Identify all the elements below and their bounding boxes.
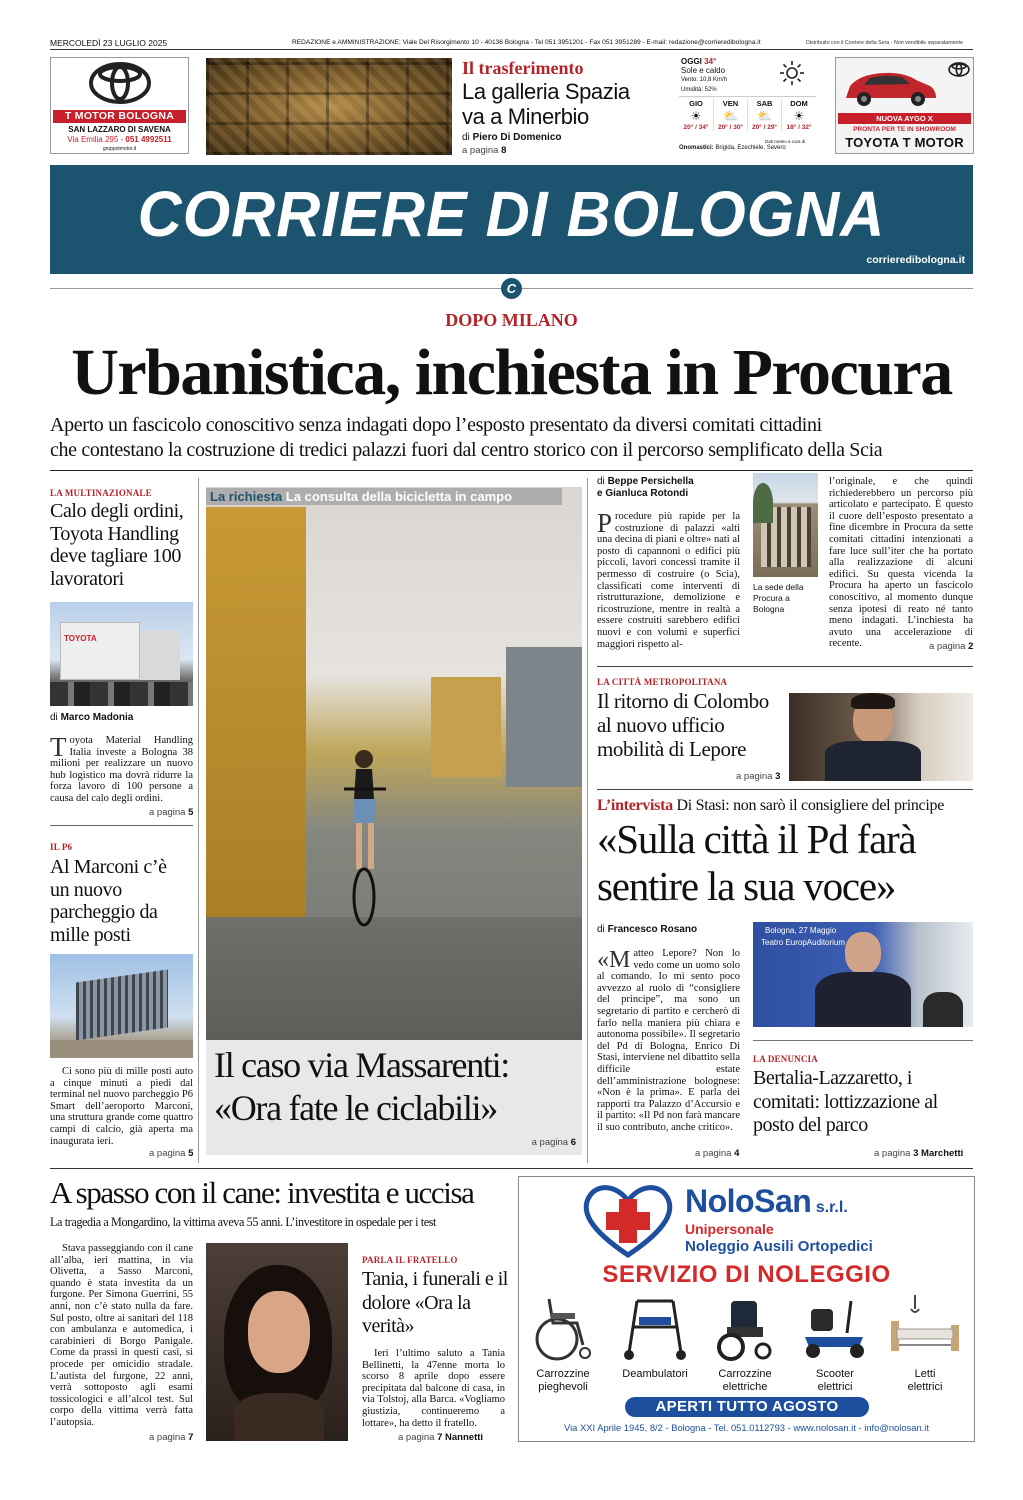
lead-headline[interactable]: Urbanistica, inchiesta in Procura [71, 336, 952, 409]
colombo-pageref [736, 771, 780, 782]
colombo-headline[interactable]: Il ritorno di Colombo al nuovo ufficio mobilità di Lepore [597, 689, 769, 761]
nolosan-item-label [527, 1368, 599, 1394]
marconi-kicker: IL P6 [50, 842, 73, 852]
forecast-temps: 20° / 29° [751, 124, 778, 131]
weather-onomastici [679, 145, 786, 151]
toyota-byline [50, 712, 133, 723]
massarenti-headline-line1: Il caso via Massarenti: [214, 1045, 509, 1085]
marconi-body [50, 1066, 193, 1147]
massarenti-pageref-prefix: a pagina [531, 1137, 569, 1148]
toyota-byline-prefix: di [50, 712, 58, 723]
lead-text-1: rocedure più rapide per la costruzione di palazzi «alti una decina di piani e oltre» nati al posto di capannoni o edifici più piccoli, lavori concessi tramite il permesso di costruire (o Scia), classificati come interventi di ristrutturazione, demolizione e ricostruzione, mentre in realtà a essere costruiti sarebbero edifici nuovi e con volumi e superfici maggiori rispetto al- [597, 511, 740, 650]
ad-aygo-right[interactable] [835, 57, 974, 154]
weather-today [681, 58, 727, 94]
forecast-day-name: GIO [689, 99, 703, 108]
onomastici-label: Onomastici: [679, 145, 714, 151]
ad-nolosan[interactable] [518, 1176, 975, 1442]
lead-standfirst [50, 413, 973, 463]
denuncia-page: 3 [913, 1148, 919, 1159]
intervista-rule [753, 1040, 973, 1041]
colombo-page: 3 [775, 771, 781, 782]
nolosan-item-0 [527, 1293, 599, 1394]
nolosan-item-label-line2: elettrici [817, 1381, 853, 1393]
masthead-title: CORRIERE DI BOLOGNA [137, 178, 886, 250]
tania-body [362, 1348, 505, 1429]
ad-right-model: NUOVA AYGO X [838, 113, 971, 124]
forecast-day-name: VEN [722, 99, 739, 108]
medical-cross-heart-icon [579, 1183, 677, 1259]
tania-photo[interactable] [206, 1243, 348, 1441]
nolosan-brand-line [685, 1183, 848, 1220]
mobility-scooter-icon [797, 1293, 873, 1363]
lead-standfirst-line1: Aperto un fascicolo conoscitivo senza indagati dopo l’esposto presentato da diversi comitati cittadini [50, 414, 822, 436]
intervista-pageref [695, 1148, 739, 1159]
nolosan-service: SERVIZIO DI NOLEGGIO [602, 1261, 891, 1288]
intervista-byline [597, 924, 697, 935]
intervista-dropcap: «M [597, 947, 631, 973]
forecast-day-2 [747, 99, 781, 131]
intervista-byline-prefix: di [597, 924, 605, 935]
tania-text: Ieri l’ultimo saluto a Tania Bellinetti, la 47enne morta lo scorso 8 aprile dopo essere precipitata dal balcone di casa, in via Tolstoj, alla Barca. «Vogliamo giustizia, continueremo a lottare», ha detto il fratello. [362, 1348, 505, 1429]
car-image [840, 64, 940, 108]
electric-wheelchair-icon [707, 1293, 783, 1363]
forecast-day-0 [679, 99, 713, 131]
distribution-note: Distribuito con il Corriere della Sera - Non vendibile separatamente [806, 40, 963, 46]
teaser-headline-line1: La galleria Spazia [462, 79, 630, 104]
intervista-page: 4 [734, 1148, 740, 1159]
weather-today-label: OGGI [681, 57, 702, 66]
toyota-author: Marco Madonia [60, 712, 134, 723]
nolosan-sub2: Noleggio Ausili Ortopedici [685, 1238, 873, 1255]
lead-pageref [929, 641, 973, 652]
tania-headline[interactable]: Tania, i funerali e il dolore «Ora la verità» [362, 1268, 508, 1337]
nolosan-item-label-line1: Scooter [816, 1368, 854, 1380]
rollator-icon [617, 1293, 693, 1363]
lead-kicker: DOPO MILANO [445, 310, 578, 330]
massarenti-page: 6 [570, 1137, 576, 1148]
ad-right-brand: TOYOTA T MOTOR [845, 135, 964, 150]
nolosan-sub1: Unipersonale [685, 1221, 774, 1237]
toyota-body [50, 732, 193, 805]
onomastici-names: Brigida, Ezechiele, Severo [715, 145, 786, 151]
toyota-dropcap: T [50, 732, 67, 762]
sun-icon: ☀ [793, 109, 805, 123]
toyota-text: oyota Material Handling Italia investe a Bologna 38 milioni per realizzare un nuovo hub logistico ma dovrà ridurre la forza lavoro di 100 persone a causa del calo degli ordini. [50, 735, 193, 804]
nolosan-item-label [707, 1368, 783, 1394]
nolosan-item-2 [707, 1293, 783, 1394]
massarenti-headline-line2: «Ora fate le ciclabili» [214, 1088, 497, 1128]
weather-forecast [679, 96, 816, 140]
distasi-banner-line2: Teatro EuropAuditorium [761, 938, 846, 947]
ad-left-brand: T MOTOR BOLOGNA [53, 110, 186, 123]
teaser-block[interactable] [462, 58, 662, 158]
corriere-badge-icon: C [501, 278, 522, 299]
forecast-day-3 [781, 99, 816, 131]
sun-icon [779, 60, 805, 86]
nolosan-item-1 [617, 1293, 693, 1381]
ad-right-tagline: PRONTA PER TE IN SHOWROOM [853, 126, 956, 133]
lead-byline [597, 476, 694, 499]
nolosan-brand: NoloSan [685, 1183, 812, 1219]
teaser-byline-prefix: di [462, 132, 470, 143]
nolosan-item-label [885, 1368, 965, 1394]
massarenti-label-kicker: La richiesta [210, 489, 283, 504]
forecast-temps: 20° / 30° [717, 124, 744, 131]
massarenti-pageref [532, 1137, 576, 1148]
bottom-section-rule [50, 1168, 973, 1169]
nolosan-item-label-line1: Carrozzine [536, 1368, 590, 1380]
sun-cloud-icon: ☀ [690, 109, 702, 123]
nolosan-item-label [797, 1368, 873, 1394]
lead-body-col2 [829, 476, 973, 650]
nolosan-item-label-line2: pieghevoli [538, 1381, 588, 1393]
issue-date: MERCOLEDÌ 23 LUGLIO 2025 [50, 38, 168, 48]
intervista-author: Francesco Rosano [607, 924, 698, 935]
lead-end-rule [597, 666, 973, 667]
redazione-info: REDAZIONE e AMMINISTRAZIONE: Viale Del Risorgimento 10 - 40136 Bologna - Tel 051 3951201 - Fax 051 3951289 - E-mail: redazione@corrieredibologna.it [292, 39, 761, 46]
lead-body-col1 [597, 508, 740, 650]
teaser-photo[interactable] [206, 58, 452, 155]
teaser-author: Piero Di Domenico [472, 132, 562, 143]
colombo-rule [597, 789, 973, 790]
teaser-headline-line2: va a Minerbio [462, 104, 589, 129]
denuncia-kicker: LA DENUNCIA [753, 1054, 818, 1064]
massarenti-label [206, 488, 562, 505]
forecast-temps: 20° / 34° [683, 124, 709, 131]
distasi-photo[interactable] [753, 922, 973, 1027]
nolosan-item-3 [797, 1293, 873, 1394]
weather-credit: Dati meteo a cura di [765, 139, 806, 144]
wheelchair-icon [527, 1293, 599, 1363]
cane-pageref-prefix: a pagina [149, 1432, 186, 1443]
massarenti-label-text: La consulta della bicicletta in campo [285, 489, 513, 504]
intervista-pageref-prefix: a pagina [695, 1148, 732, 1159]
toyota-page: 5 [188, 807, 194, 818]
nolosan-footer: Via XXI Aprile 1945, 8/2 - Bologna - Tel. 051.0112793 - www.nolosan.it - info@nolosan.it [564, 1422, 929, 1433]
cane-headline[interactable]: A spasso con il cane: investita e uccisa [50, 1175, 474, 1210]
lead-author-1: Beppe Persichella [607, 476, 694, 487]
masthead-site: corrieredibologna.it [866, 254, 965, 266]
toyota-photo[interactable] [50, 602, 193, 706]
lead-standfirst-line2: che contestano la costruzione di tredici palazzi fuori dal centro storico con il percorso semplificato della Scia [50, 439, 883, 461]
cane-text: Stava passeggiando con il cane all’alba, ieri mattina, in via Olivetta, a Sasso Marconi, quando è stata investita da un furgone. Per Simona Guerrini, 55 anni, non c’è stato nulla da fare. Sul posto, oltre ai sanitari del 118 con ambulanza e automedica, i carabinieri di Borgo Panigale. Come da prassi in questi casi, si procede per omicidio stradale. L’autista del furgone, 22 anni, verrà sottoposto agli esami tossicologici e all’alcol test. Sul corpo della vittima verrà fatta l’autopsia. [50, 1243, 193, 1428]
intervista-label: L’intervista [597, 797, 673, 814]
col-divider-left [198, 478, 199, 1163]
left-col-rule [50, 825, 193, 826]
sun-cloud-icon: ⛅ [723, 109, 738, 123]
toyota-kicker: LA MULTINAZIONALE [50, 488, 152, 498]
weather-today-temp: 34° [704, 57, 717, 66]
nolosan-item-label-line1: Deambulatori [622, 1368, 688, 1380]
toyota-pageref [149, 807, 193, 818]
colombo-photo[interactable] [789, 693, 973, 781]
colombo-kicker: LA CITTÀ METROPOLITANA [597, 677, 728, 687]
intervista-headline[interactable] [597, 816, 973, 910]
denuncia-pageref [874, 1148, 963, 1159]
denuncia-author: Marchetti [921, 1148, 964, 1159]
procura-caption: La sede della Procura a Bologna [753, 582, 804, 614]
cane-standfirst: La tragedia a Mongardino, la vittima aveva 55 anni. L’investitore in ospedale per i test [50, 1215, 437, 1229]
cane-pageref [149, 1432, 193, 1443]
ad-tmotor-left[interactable] [50, 57, 189, 154]
lead-dropcap: P [597, 508, 613, 538]
nolosan-item-label-line1: Carrozzine [718, 1368, 772, 1380]
cane-page: 7 [188, 1432, 194, 1443]
marconi-text: Ci sono più di mille posti auto a cinque minuti a piedi dal terminal nel nuovo parcheggio P6 Smart dell’aeroporto Marconi, una struttura grande come quattro campi di calcio, già aperta ma inaugurata ieri. [50, 1066, 193, 1147]
col-divider-center [587, 478, 588, 1163]
nolosan-item-label-line2: elettrici [907, 1381, 943, 1393]
intervista-headline-line2: sentire la sua voce» [597, 863, 896, 909]
intervista-text: atteo Lepore? Non lo vedo come un uomo solo al comando. Io mi sento poco avvezzo al ruolo di “consigliere del principe”, ma sono un segretario di partito e cercherò di farlo nella maniera più chiara e autonoma possibile». Il segretario del Pd di Bologna, Enrico Di Stasi, interviene nel dibattito sella difficile estate dell’amministrazione bolognese: «Non è la prima». E parla dei rapporti tra Palazzo d’Accursio e il partito: «Il Pd non farà mancare il suo contributo, anche critico». [597, 948, 740, 1133]
distasi-banner-line1: Bologna, 27 Maggio [765, 926, 837, 935]
weather-humidity: Umidità: 52% [681, 86, 717, 93]
toyota-headline[interactable]: Calo degli ordini, Toyota Handling deve tagliare 100 lavoratori [50, 500, 184, 590]
weather-today-desc: Sole e caldo [681, 65, 726, 75]
marconi-photo[interactable] [50, 954, 193, 1058]
lead-byline-prefix: di [597, 476, 605, 487]
intervista-subtitle: Di Stasi: non sarò il consigliere del principe [676, 797, 944, 814]
intervista-headline-line1: «Sulla città il Pd farà [597, 816, 916, 862]
teaser-byline [462, 132, 561, 143]
forecast-day-name: SAB [756, 99, 773, 108]
hospital-bed-icon [885, 1293, 965, 1363]
lead-text-2: l’originale, e che quindi richiederebbero un percorso più articolato e partecipato. È questo il cuore dell’esposto presentato a fine dicembre in Procura da sette comitati cittadini intenzionati a fare luce sull’iter che ha portato alla realizzazione di alcuni edifici. Su questa vicenda la Procura ha aperto un fascicolo conoscitivo, al momento dunque senza ipotesi di reato né tanto meno indagati. L’inchiesta ha avuto una accelerazione di recente. [829, 476, 973, 650]
tania-kicker: PARLA IL FRATELLO [362, 1255, 458, 1265]
nolosan-item-label-line1: Letti [914, 1368, 936, 1380]
toyota-sign: TOYOTA [64, 634, 97, 643]
denuncia-headline[interactable]: Bertalia-Lazzaretto, i comitati: lottizzazione al posto del parco [753, 1067, 938, 1136]
weather-box [679, 58, 816, 154]
teaser-pageref [462, 145, 506, 156]
teaser-pageref-prefix: a pagina [462, 145, 499, 156]
tania-author: Nannetti [445, 1432, 484, 1443]
colombo-pageref-prefix: a pagina [736, 771, 773, 782]
lead-pageref-prefix: a pagina [929, 641, 966, 652]
marconi-pageref [149, 1148, 193, 1159]
ad-left-site: gruppotmotor.it [102, 146, 137, 152]
nolosan-item-label-line2: elettriche [722, 1381, 768, 1393]
nolosan-banner: APERTI TUTTO AGOSTO [625, 1397, 869, 1417]
ad-left-location: SAN LAZZARO DI SAVENA [68, 125, 171, 134]
forecast-temps: 18° / 32° [786, 124, 812, 131]
tania-page: 7 [437, 1432, 443, 1443]
ad-left-contact: Via Emilia 295 - 051 4992511 [67, 135, 172, 144]
forecast-day-name: DOM [790, 99, 808, 108]
marconi-pageref-prefix: a pagina [149, 1148, 186, 1159]
cyclist-figure [324, 747, 404, 927]
tania-pageref-prefix: a pagina [398, 1432, 435, 1443]
teaser-page: 8 [501, 145, 507, 156]
masthead[interactable] [50, 165, 973, 274]
ad-left-phone: 051 4992511 [125, 135, 172, 144]
massarenti-box[interactable] [206, 1040, 582, 1155]
toyota-logo-icon [948, 62, 970, 77]
intervista-body [597, 948, 740, 1134]
nolosan-brand-suffix: s.r.l. [815, 1199, 848, 1216]
toyota-logo-icon [88, 61, 152, 105]
top-bar [50, 38, 973, 50]
marconi-page: 5 [188, 1148, 194, 1159]
marconi-headline[interactable]: Al Marconi c’è un nuovo parcheggio da mille posti [50, 856, 167, 946]
ad-left-address: Via Emilia 295 [67, 135, 119, 144]
forecast-day-1 [713, 99, 747, 131]
nolosan-item-4 [885, 1293, 965, 1394]
toyota-pageref-prefix: a pagina [149, 807, 186, 818]
lead-page: 2 [968, 641, 974, 652]
nolosan-item-label [617, 1368, 693, 1381]
tania-pageref [398, 1432, 483, 1443]
massarenti-photo[interactable] [206, 487, 582, 1040]
teaser-kicker: Il trasferimento [462, 58, 584, 78]
cane-body [50, 1243, 193, 1429]
intervista-label-line [597, 797, 944, 815]
sun-cloud-icon: ⛅ [757, 109, 772, 123]
weather-wind: Vento: 10,8 Km/h [681, 77, 728, 83]
lead-author-2: e Gianluca Rotondi [597, 487, 689, 499]
denuncia-pageref-prefix: a pagina [874, 1148, 911, 1159]
lead-rule [50, 470, 973, 471]
procura-photo[interactable] [753, 473, 818, 577]
